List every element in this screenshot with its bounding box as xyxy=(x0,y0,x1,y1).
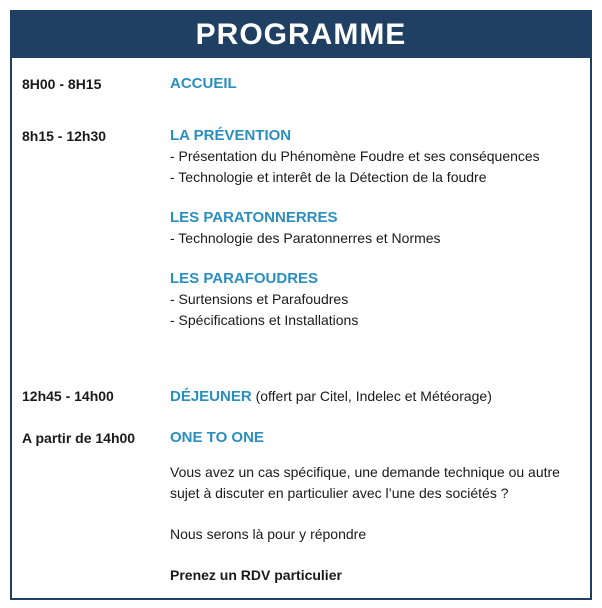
programme-frame xyxy=(10,10,592,600)
list-item: - Spécifications et Installations xyxy=(170,312,359,328)
time-slot: 8h15 - 12h30 xyxy=(22,128,107,144)
section-heading: LA PRÉVENTION xyxy=(170,127,292,144)
heading-text: DÉJEUNER xyxy=(170,388,252,405)
list-item: - Surtensions et Parafoudres xyxy=(170,291,349,307)
section-heading: ONE TO ONE xyxy=(170,429,264,446)
row-content xyxy=(170,74,584,94)
list-item: - Technologie des Paratonnerres et Normes xyxy=(170,230,441,246)
row-content xyxy=(170,126,584,331)
description-paragraph: Vous avez un cas spécifique, une demande technique ou autre sujet à discuter en particulier avec l’une des sociétés ? xyxy=(170,464,560,501)
section-parafoudres xyxy=(170,269,584,331)
closing-note: Prenez un RDV particulier xyxy=(170,567,342,583)
time-slot: 8H00 - 8H15 xyxy=(22,76,102,92)
section-heading: LES PARAFOUDRES xyxy=(170,270,319,287)
section-prevention xyxy=(170,126,584,188)
page-title: PROGRAMME xyxy=(195,18,407,51)
row-content xyxy=(170,386,584,407)
section-heading: LES PARATONNERRES xyxy=(170,209,338,226)
list-item: - Technologie et interêt de la Détection de la foudre xyxy=(170,169,487,185)
time-slot: 12h45 - 14h00 xyxy=(22,388,114,404)
description-paragraph: Nous serons là pour y répondre xyxy=(170,526,367,542)
list-item: - Présentation du Phénomène Foudre et ses conséquences xyxy=(170,148,540,164)
section-paratonnerres xyxy=(170,208,584,249)
section-heading: ACCUEIL xyxy=(170,75,237,92)
section-heading xyxy=(170,386,584,407)
heading-note: (offert par Citel, Indelec et Météorage) xyxy=(251,388,492,404)
row-content xyxy=(170,428,584,586)
time-slot: A partir de 14h00 xyxy=(22,430,136,446)
programme-header xyxy=(12,12,590,58)
